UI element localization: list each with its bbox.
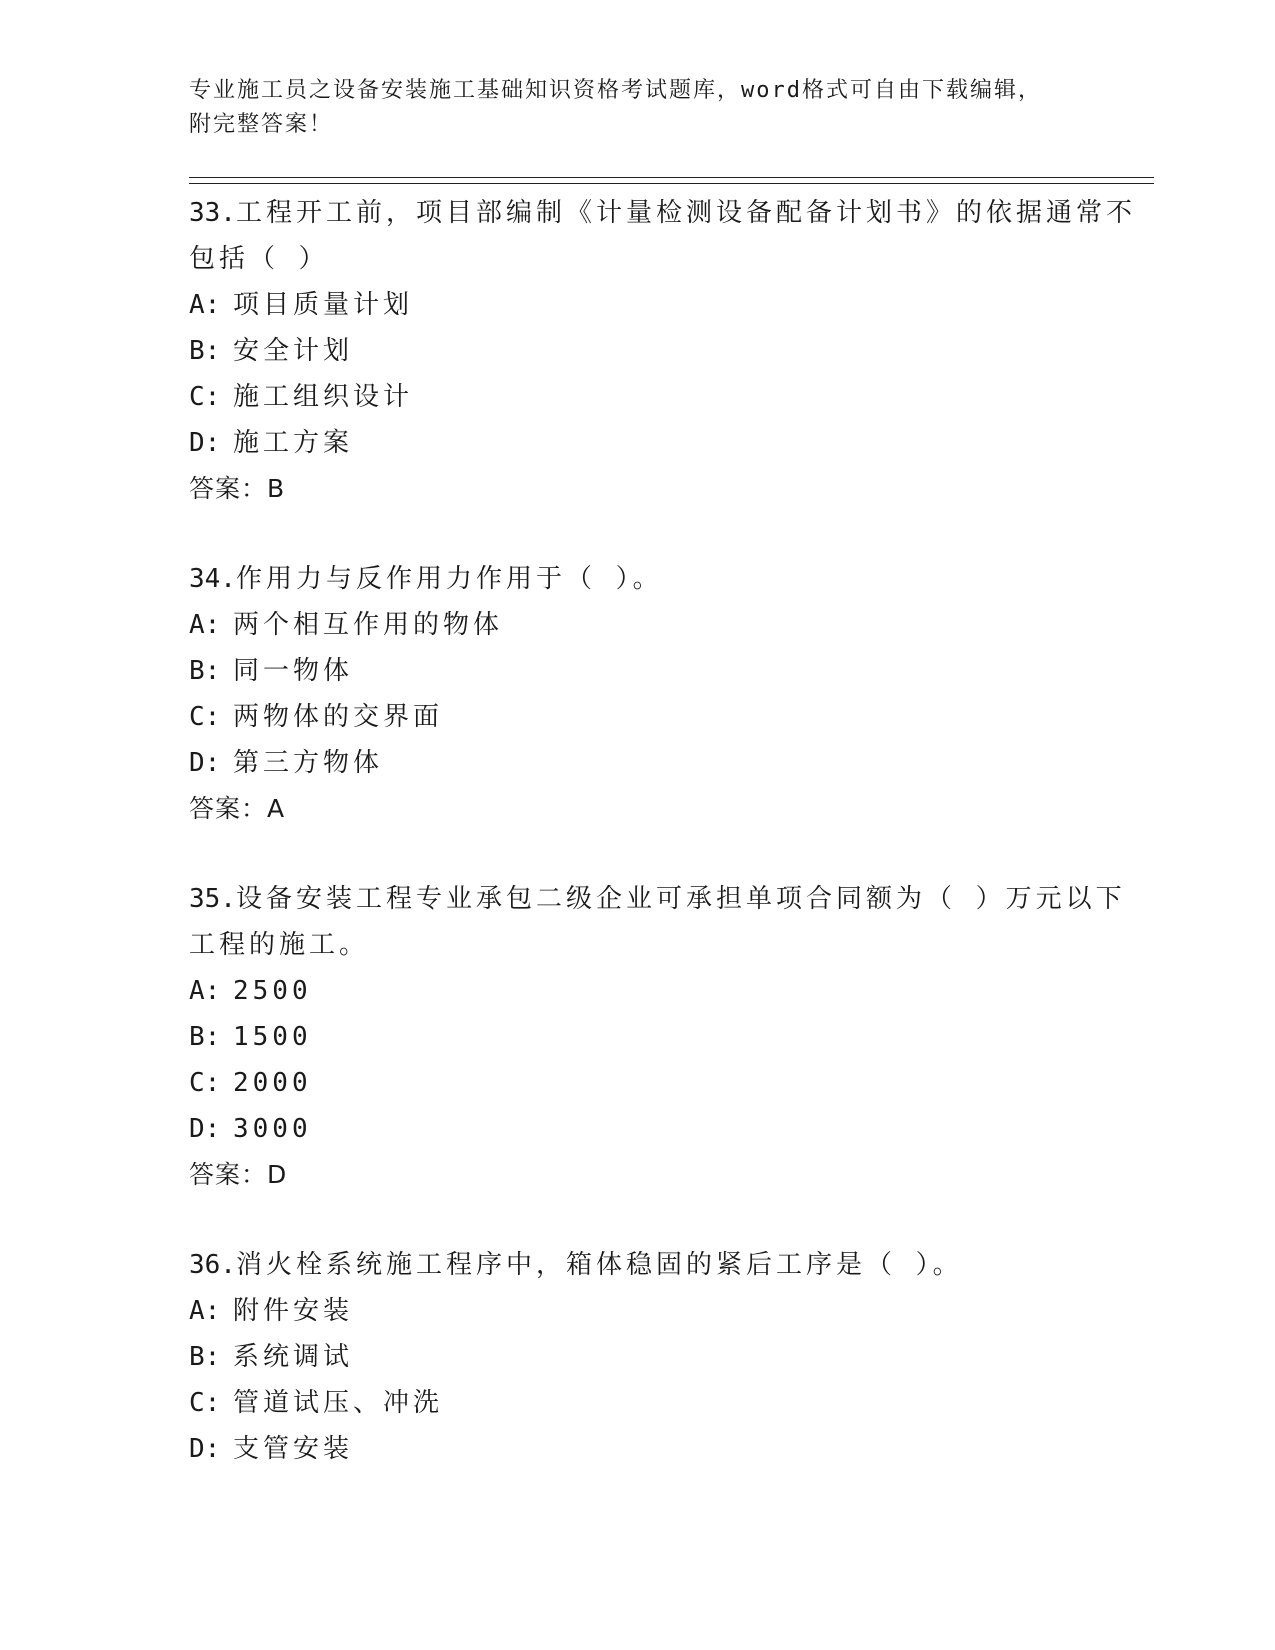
answer-value: D xyxy=(267,1160,288,1189)
answer-option xyxy=(189,694,1139,740)
option-letter: B: xyxy=(189,656,221,686)
option-letter: A: xyxy=(189,290,221,320)
answer-option xyxy=(189,282,1139,328)
question-number: 33. xyxy=(189,198,236,228)
question-text: 工程开工前，项目部编制《计量检测设备配备计划书》的依据通常不包括（ ） xyxy=(189,198,1136,274)
option-text: 2000 xyxy=(233,1068,312,1098)
option-letter: B: xyxy=(189,1022,221,1052)
answer-label: 答案： xyxy=(189,474,268,503)
answer-label: 答案： xyxy=(189,794,268,823)
answer-option xyxy=(189,602,1139,648)
answer-line xyxy=(189,466,1139,512)
option-letter: A: xyxy=(189,1296,221,1326)
header-line-2: 附完整答案！ xyxy=(189,112,334,137)
option-letter: B: xyxy=(189,336,221,366)
question-text: 作用力与反作用力作用于（ ）。 xyxy=(235,564,663,594)
answer-option xyxy=(189,1060,1139,1106)
document-header xyxy=(189,74,1069,142)
option-text: 项目质量计划 xyxy=(233,290,414,320)
option-letter: C: xyxy=(189,1388,221,1418)
question-number: 35. xyxy=(189,884,236,914)
answer-option xyxy=(189,1334,1139,1380)
option-text: 管道试压、冲洗 xyxy=(233,1388,444,1418)
question-list xyxy=(189,190,1139,1516)
option-letter: B: xyxy=(189,1342,221,1372)
question-text: 设备安装工程专业承包二级企业可承担单项合同额为（ ）万元以下工程的施工。 xyxy=(189,884,1126,960)
question-block xyxy=(189,556,1139,832)
option-text: 施工组织设计 xyxy=(233,382,414,412)
question-stem xyxy=(189,876,1139,968)
question-number: 36. xyxy=(189,1250,236,1280)
answer-label: 答案： xyxy=(189,1160,268,1189)
answer-line xyxy=(189,1152,1139,1198)
header-line-1: 专业施工员之设备安装施工基础知识资格考试题库，word格式可自由下载编辑， xyxy=(189,78,1042,103)
answer-option xyxy=(189,420,1139,466)
question-stem xyxy=(189,556,1139,602)
question-stem xyxy=(189,1242,1139,1288)
option-text: 第三方物体 xyxy=(233,748,384,778)
question-block xyxy=(189,876,1139,1198)
option-text: 支管安装 xyxy=(233,1434,354,1464)
answer-option xyxy=(189,1288,1139,1334)
option-text: 安全计划 xyxy=(233,336,354,366)
option-letter: D: xyxy=(189,428,221,458)
question-number: 34. xyxy=(189,564,236,594)
option-text: 3000 xyxy=(233,1114,312,1144)
answer-option xyxy=(189,648,1139,694)
answer-option xyxy=(189,968,1139,1014)
option-letter: D: xyxy=(189,748,221,778)
answer-value: B xyxy=(267,474,286,503)
option-letter: D: xyxy=(189,1434,221,1464)
answer-value: A xyxy=(267,794,286,823)
option-letter: C: xyxy=(189,1068,221,1098)
answer-option xyxy=(189,1106,1139,1152)
question-block xyxy=(189,1242,1139,1472)
answer-line xyxy=(189,786,1139,832)
question-stem xyxy=(189,190,1139,282)
option-letter: D: xyxy=(189,1114,221,1144)
question-text: 消火栓系统施工程序中，箱体稳固的紧后工序是（ ）。 xyxy=(235,1250,963,1280)
option-text: 施工方案 xyxy=(233,428,354,458)
option-text: 附件安装 xyxy=(233,1296,354,1326)
option-text: 2500 xyxy=(233,976,312,1006)
answer-option xyxy=(189,1380,1139,1426)
answer-option xyxy=(189,374,1139,420)
option-text: 两个相互作用的物体 xyxy=(233,610,504,640)
option-letter: C: xyxy=(189,382,221,412)
question-block xyxy=(189,190,1139,512)
option-text: 1500 xyxy=(233,1022,312,1052)
answer-option xyxy=(189,328,1139,374)
option-text: 系统调试 xyxy=(233,1342,354,1372)
option-text: 同一物体 xyxy=(233,656,354,686)
answer-option xyxy=(189,1426,1139,1472)
header-divider-top xyxy=(189,177,1154,178)
option-text: 两物体的交界面 xyxy=(233,702,444,732)
answer-option xyxy=(189,740,1139,786)
option-letter: A: xyxy=(189,610,221,640)
option-letter: C: xyxy=(189,702,221,732)
header-divider-bottom xyxy=(189,183,1154,184)
option-letter: A: xyxy=(189,976,221,1006)
answer-option xyxy=(189,1014,1139,1060)
